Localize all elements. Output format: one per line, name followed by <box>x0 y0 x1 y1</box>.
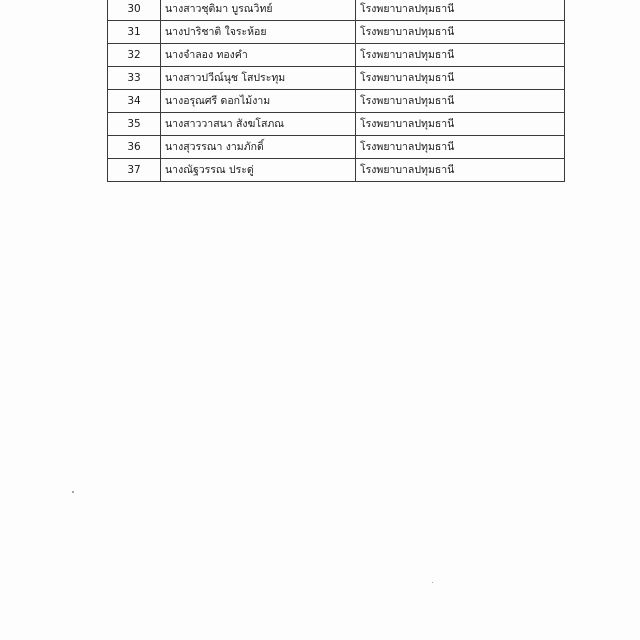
person-name: นางอรุณศรี ดอกไม้งาม <box>161 90 356 113</box>
row-number: 36 <box>108 136 161 159</box>
table-row <box>108 159 565 182</box>
table-row <box>108 21 565 44</box>
table-row <box>108 67 565 90</box>
table-row <box>108 90 565 113</box>
table-row <box>108 136 565 159</box>
row-number: 33 <box>108 67 161 90</box>
person-name: นางจำลอง ทองคำ <box>161 44 356 67</box>
person-name: นางสาวชุติมา บูรณวิทย์ <box>161 0 356 21</box>
scan-speck <box>72 491 74 493</box>
person-name: นางสาวปวีณ์นุช โสประทุม <box>161 67 356 90</box>
row-number: 32 <box>108 44 161 67</box>
organization: โรงพยาบาลปทุมธานี <box>356 44 565 67</box>
organization: โรงพยาบาลปทุมธานี <box>356 159 565 182</box>
organization: โรงพยาบาลปทุมธานี <box>356 90 565 113</box>
person-name: นางณัฐวรรณ ประดู่ <box>161 159 356 182</box>
organization: โรงพยาบาลปทุมธานี <box>356 67 565 90</box>
person-name: นางปาริชาติ ใจระห้อย <box>161 21 356 44</box>
organization: โรงพยาบาลปทุมธานี <box>356 21 565 44</box>
participant-table <box>107 0 565 182</box>
table-row <box>108 44 565 67</box>
row-number: 30 <box>108 0 161 21</box>
row-number: 37 <box>108 159 161 182</box>
organization: โรงพยาบาลปทุมธานี <box>356 136 565 159</box>
row-number: 35 <box>108 113 161 136</box>
scan-speck <box>432 582 433 583</box>
person-name: นางสาววาสนา สังฆโสภณ <box>161 113 356 136</box>
row-number: 34 <box>108 90 161 113</box>
organization: โรงพยาบาลปทุมธานี <box>356 0 565 21</box>
table-row <box>108 0 565 21</box>
person-name: นางสุวรรณา งามภักดิ์ <box>161 136 356 159</box>
row-number: 31 <box>108 21 161 44</box>
organization: โรงพยาบาลปทุมธานี <box>356 113 565 136</box>
table-row <box>108 113 565 136</box>
